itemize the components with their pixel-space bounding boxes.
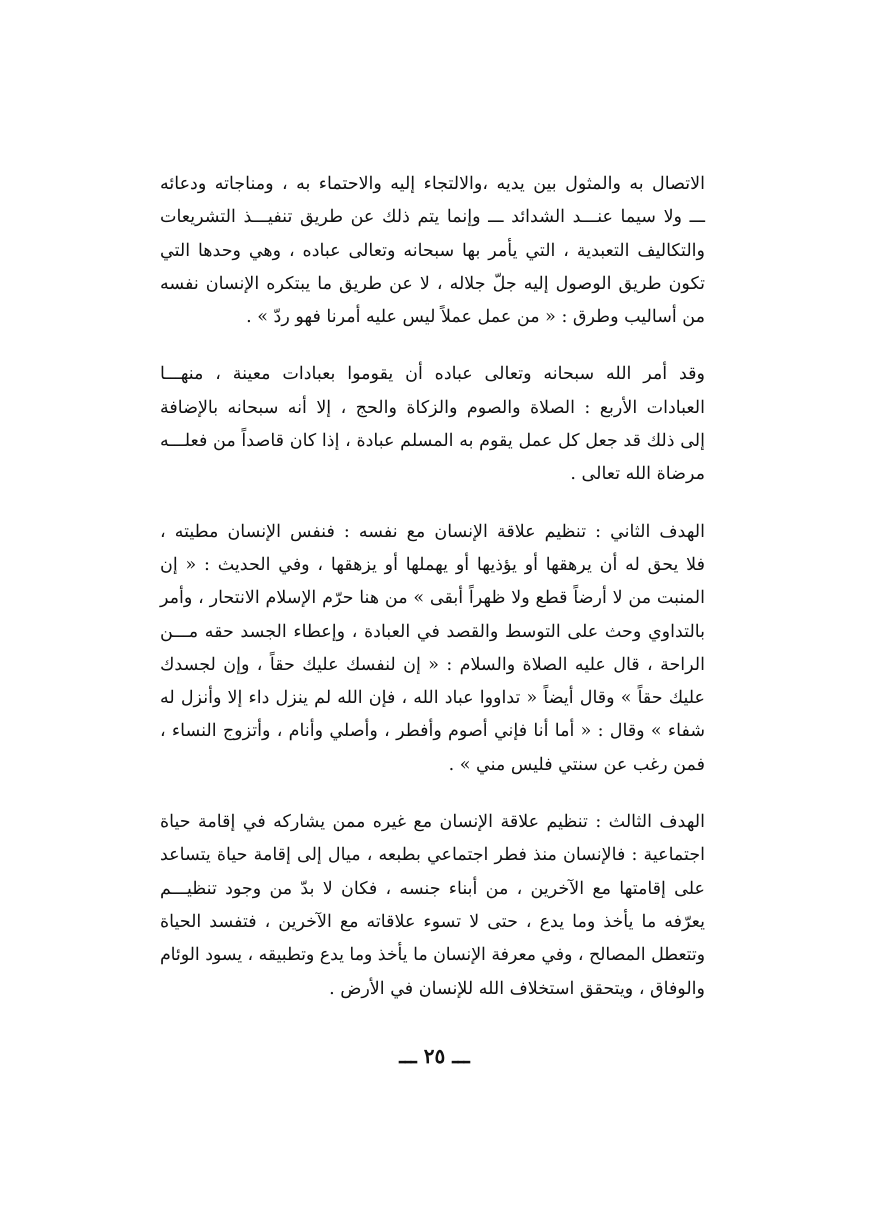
text-line: إلى ذلك قد جعل كل عمل يقوم به المسلم عبادة ، إذا كان قاصداً من فعلـــه <box>160 431 705 452</box>
text-line: ـــ ولا سيما عنـــد الشدائد ـــ وإنما يتم ذلك عن طريق تنفيـــذ التشريعات <box>160 207 705 228</box>
text-line: اجتماعية : فالإنسان منذ فطر اجتماعي بطبعه ، ميال إلى إقامة حياة يتساعد <box>160 845 705 866</box>
text-line: الهدف الثاني : تنظيم علاقة الإنسان مع نفسه : فنفس الإنسان مطيته ، <box>160 521 705 542</box>
paragraph-3 <box>160 516 705 782</box>
paragraph-2 <box>160 358 705 491</box>
text-line: المنبت من لا أرضاً قطع ولا ظهراً أبقى » من هنا حرّم الإسلام الانتحار ، وأمر <box>160 588 705 609</box>
text-line: عليك حقاً » وقال أيضاً « تداووا عباد الله ، فإن الله لم ينزل داء إلا وأنزل له <box>160 688 705 709</box>
text-line: والتكاليف التعبدية ، التي يأمر بها سبحانه وتعالى عباده ، وهي وحدها التي <box>160 240 705 261</box>
text-line: تكون طريق الوصول إليه جلّ جلاله ، لا عن طريق ما يبتكره الإنسان نفسه <box>160 273 705 294</box>
paragraph-1 <box>160 168 705 334</box>
text-line: فلا يحق له أن يرهقها أو يؤذيها أو يهملها أو يزهقها ، وفي الحديث : « إن <box>160 554 705 575</box>
text-line: شفاء » وقال : « أما أنا فإني أصوم وأفطر ، وأصلي وأنام ، وأتزوج النساء ، <box>160 721 705 742</box>
text-line: وقد أمر الله سبحانه وتعالى عباده أن يقوموا بعبادات معينة ، منهـــا <box>160 364 705 385</box>
page-number: ـــ ٢٥ ـــ <box>399 1044 470 1068</box>
text-line: الهدف الثالث : تنظيم علاقة الإنسان مع غيره ممن يشاركه في إقامة حياة <box>160 812 705 833</box>
text-line: مرضاة الله تعالى . <box>570 464 705 485</box>
text-line: فمن رغب عن سنتي فليس مني » . <box>448 754 705 775</box>
text-line: العبادات الأربع : الصلاة والصوم والزكاة والحج ، إلا أنه سبحانه بالإضافة <box>160 397 705 418</box>
text-line: الاتصال به والمثول بين يديه ،والالتجاء إليه والاحتماء به ، ومناجاته ودعائه <box>160 174 705 194</box>
text-line: الراحة ، قال عليه الصلاة والسلام : « إن لنفسك عليك حقاً ، وإن لجسدك <box>160 654 705 675</box>
text-line: والوفاق ، ويتحقق استخلاف الله للإنسان في الأرض . <box>329 978 705 999</box>
text-line: على إقامتها مع الآخرين ، من أبناء جنسه ، فكان لا بدّ من وجود تنظيـــم <box>160 878 705 899</box>
paragraph-4 <box>160 806 705 1006</box>
text-line: يعرّفه ما يأخذ وما يدع ، حتى لا تسوء علاقاته مع الآخرين ، فتفسد الحياة <box>160 911 705 932</box>
text-line: من أساليب وطرق : « من عمل عملاً ليس عليه أمرنا فهو ردّ » . <box>246 307 705 328</box>
text-line: وتتعطل المصالح ، وفي معرفة الإنسان ما يأخذ وما يدع وتطبيقه ، يسود الوئام <box>160 945 705 966</box>
page-body <box>160 168 705 1006</box>
text-line: بالتداوي وحث على التوسط والقصد في العبادة ، وإعطاء الجسد حقه مـــن <box>160 621 705 642</box>
